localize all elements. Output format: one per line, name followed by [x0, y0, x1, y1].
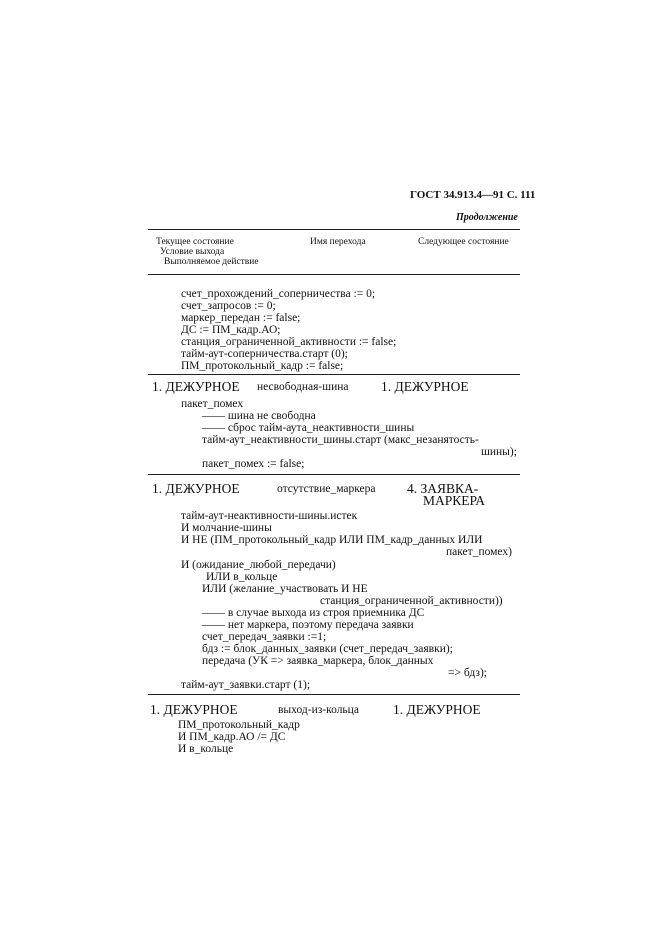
- action-line: станция_ограниченной_активности := false;: [181, 336, 397, 348]
- condition-line: ИЛИ в_кольце: [206, 571, 278, 583]
- divider-top: [148, 229, 520, 230]
- next-state: 1. ДЕЖУРНОЕ: [393, 702, 481, 717]
- col-action: Выполняемое действие: [164, 257, 259, 267]
- col-transition-name: Имя перехода: [310, 237, 366, 247]
- action-line: ПМ_протокольный_кадр := false;: [181, 360, 344, 372]
- divider-2: [148, 474, 520, 475]
- action-line: передача (УК => заявка_маркера, блок_данных: [202, 655, 434, 667]
- condition-line: тайм-аут-неактивности-шины.истек: [181, 510, 358, 522]
- condition-line: И (ожидание_любой_передачи): [181, 559, 336, 571]
- action-line: ДС := ПМ_кадр.АО;: [181, 324, 281, 336]
- action-line: маркер_передан := false;: [181, 312, 301, 324]
- action-line: => бдз);: [448, 667, 487, 679]
- condition-line: станция_ограниченной_активности)): [320, 595, 503, 607]
- standard-number: ГОСТ 34.913.4—91 С. 111: [410, 189, 536, 201]
- action-line: счет_запросов := 0;: [181, 300, 276, 312]
- current-state: 1. ДЕЖУРНОЕ: [152, 481, 240, 496]
- next-state: 1. ДЕЖУРНОЕ: [381, 379, 469, 394]
- divider-header: [148, 274, 520, 275]
- action-line: счет_прохождений_соперничества := 0;: [181, 288, 376, 300]
- col-next-state: Следующее состояние: [418, 237, 509, 247]
- action-line: пакет_помех := false;: [202, 458, 305, 470]
- action-line: шины);: [481, 446, 517, 458]
- current-state: 1. ДЕЖУРНОЕ: [150, 702, 238, 717]
- continuation-label: Продолжение: [456, 212, 518, 223]
- comment-line: —— шина не свободна: [202, 410, 316, 422]
- condition-line: И молчание-шины: [181, 522, 272, 534]
- condition-line: ИЛИ (желание_участвовать И НЕ: [202, 583, 368, 595]
- action-line: тайм-аут_неактивности_шины.старт (макс_незанятость-: [202, 434, 479, 446]
- transition-name: несвободная-шина: [257, 381, 349, 393]
- transition-name: выход-из-кольца: [278, 704, 359, 716]
- next-state: 4. ЗАЯВКА-: [407, 481, 479, 496]
- action-line: тайм-аут-соперничества.старт (0);: [181, 348, 348, 360]
- col-current-state: Текущее состояние: [156, 237, 234, 247]
- action-line: бдз := блок_данных_заявки (счет_передач_заявки);: [202, 643, 453, 655]
- condition-line: пакет_помех: [181, 398, 244, 410]
- condition-line: И ПМ_кадр.АО /= ДС: [178, 731, 286, 743]
- action-line: тайм-аут_заявки.старт (1);: [181, 679, 311, 691]
- comment-line: —— в случае выхода из строя приемника ДС: [202, 607, 425, 619]
- condition-line: И в_кольце: [178, 743, 234, 755]
- comment-line: —— сброс тайм-аута_неактивности_шины: [202, 422, 415, 434]
- transition-name: отсутствие_маркера: [277, 483, 376, 495]
- condition-line: И НЕ (ПМ_протокольный_кадр ИЛИ ПМ_кадр_данных ИЛИ: [181, 534, 483, 546]
- current-state: 1. ДЕЖУРНОЕ: [152, 379, 240, 394]
- col-exit-condition: Условие выхода: [160, 247, 225, 257]
- action-line: счет_передач_заявки :=1;: [202, 631, 327, 643]
- condition-line: пакет_помех): [446, 546, 512, 558]
- condition-line: ПМ_протокольный_кадр: [178, 719, 300, 731]
- comment-line: —— нет маркера, поэтому передача заявки: [202, 619, 414, 631]
- divider-3: [148, 694, 520, 695]
- next-state: МАРКЕРА: [423, 493, 486, 508]
- divider-1: [148, 374, 520, 375]
